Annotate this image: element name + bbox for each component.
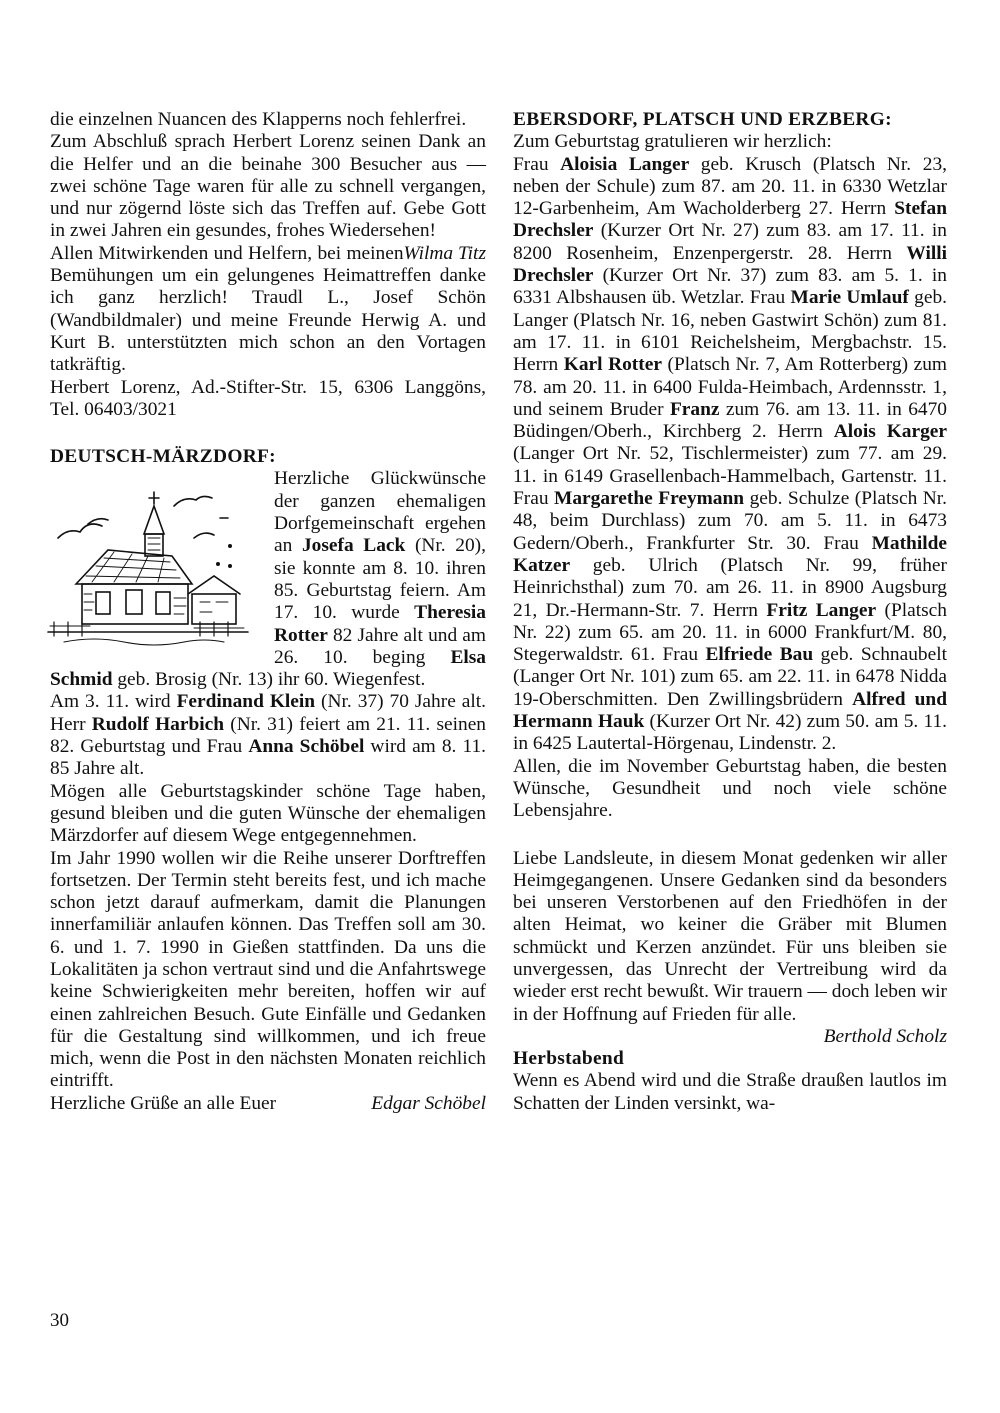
- page-number: 30: [50, 1310, 69, 1331]
- gluckwunsch-text-1: Herzliche Glückwünsche der ganzen ehemaligen Dorfgemeinschaft ergehen an: [274, 468, 486, 557]
- november-text-1: Am 3. 11. wird: [50, 691, 177, 713]
- name-theresia-rotter: Theresia Rotter: [274, 602, 486, 646]
- name-mathilde-katzer: Mathilde Katzer: [513, 532, 947, 576]
- list-text-05: geb. Langer (Platsch Nr. 16, neben Gastwirt Schön) zum 81. am 17. 11. in 6101 Reichelsheim, Mergbachstr. 15. Herrn: [513, 287, 947, 376]
- heading-ebersdorf-platsch-erzberg: EBERSDORF, PLATSCH UND ERZBERG:: [513, 109, 892, 130]
- name-fritz-langer: Fritz Langer: [766, 599, 877, 621]
- heading-herbstabend: Herbstabend: [513, 1048, 625, 1070]
- paragraph-geburtstagsliste: [513, 154, 947, 756]
- name-stefan-drechsler: Stefan Drechsler: [513, 198, 947, 242]
- paragraph-november-wuensche: Allen, die im November Geburtstag haben, die besten Wünsche, Gesundheit und noch viele schöne Lebensjahre.: [513, 755, 947, 822]
- name-elsa-schmid: Elsa Schmid: [50, 646, 486, 691]
- list-text-08: (Langer Ort Nr. 52, Tischlermeister) zum 77. am 29. 11. in 6149 Grasellenbach-Hammelbach, Gartenstr. 11. Frau: [513, 443, 947, 510]
- paragraph-abschluss: [50, 131, 486, 264]
- signature-wilma-titz: Wilma Titz: [403, 242, 486, 264]
- paragraph-geburtstage-november: [50, 691, 486, 780]
- right-column: [513, 109, 947, 1115]
- name-karl-rotter: Karl Rotter: [563, 354, 662, 376]
- paragraph-gruesse: [50, 1093, 486, 1115]
- gruesse-text: Herzliche Grüße an alle Euer: [50, 1092, 277, 1114]
- heading-deutsch-maerzdorf: DEUTSCH-MÄRZDORF:: [50, 446, 276, 468]
- november-text-3: (Nr. 31) feiert am 21. 11. seinen 82. Geburtstag und Frau: [50, 713, 486, 758]
- name-alois-karger: Alois Karger: [833, 421, 947, 443]
- paragraph-address-lorenz: Herbert Lorenz, Ad.-Stifter-Str. 15, 6306 Langgöns, Tel. 06403/3021: [50, 376, 486, 420]
- list-text-01: Frau: [513, 153, 561, 175]
- name-marie-umlauf: Marie Umlauf: [790, 287, 909, 309]
- paragraph-intro-geburtstag: Zum Geburtstag gratulieren wir herzlich:: [513, 131, 832, 153]
- paragraph-nuancen: die einzelnen Nuancen des Klapperns noch fehlerfrei.: [50, 109, 467, 130]
- paragraph-dorftreffen-1990: Im Jahr 1990 wollen wir die Reihe unserer Dorftreffen fortsetzen. Der Termin steht bereits fest, und ich mache schon jetzt darauf aufmerkam, damit die Planungen innerfamiliär anlaufen können. Das Treffen soll am 30. 6. und 1. 7. 1990 in Gießen stattfinden. Da uns die Lokalitäten ja schon vertraut sind und die Anfahrtswege keine Schwierigkeiten mehr bereiten, hoffen wir auf einen zahlreichen Besuch. Gute Einfälle und Gedanken für die Gestaltung sind willkommen, und ich freue mich, wenn die Post in den nächsten Monaten reichlich eintrifft.: [50, 847, 486, 1092]
- abschluss-text: Zum Abschluß sprach Herbert Lorenz seinen Dank an die Helfer und an die beinahe 300 Besucher aus — zwei schöne Tage waren für alle zu schnell vergangen, und nur zögernd löste sich das Treffen auf. Gebe Gott in zwei Jahren ein gesundes, frohes Wiedersehen!: [50, 131, 486, 242]
- gluckwunsch-text-4: geb. Brosig (Nr. 13) ihr 60. Wiegenfest.: [112, 669, 426, 691]
- list-text-03: (Kurzer Ort Nr. 27) zum 83. am 17. 11. in 8200 Rosenheim, Enzenpergerstr. 28. Herrn: [513, 220, 947, 264]
- signature-berthold-scholz: Berthold Scholz: [823, 1025, 947, 1047]
- list-text-07: zum 76. am 13. 11. in 6470 Büdingen/Oberh., Kirchberg 2. Herrn: [513, 398, 947, 443]
- list-text-11: (Platsch Nr. 22) zum 65. am 20. 11. in 6000 Frankfurt/M. 80, Stegerwaldstr. 61. Frau: [513, 599, 947, 666]
- paragraph-wuensche: Mögen alle Geburtstagskinder schöne Tage haben, gesund bleiben und die guten Wünsche der ehemaligen Märzdorfer auf diesem Wege entgegennehmen.: [50, 780, 486, 847]
- village-chapel-sketch-icon: [44, 472, 264, 648]
- name-ferdinand-klein: Ferdinand Klein: [176, 691, 316, 713]
- list-text-13: (Kurzer Ort Nr. 42) zum 50. am 5. 11. in 6425 Lautertal-Hörgenau, Lindenstr. 2.: [513, 711, 947, 755]
- gluckwunsch-text-2: (Nr. 20), sie konnte am 8. 10. ihren 85. Geburtstag feiern. Am 17. 10. wurde: [274, 535, 486, 624]
- list-text-04: (Kurzer Ort Nr. 37) zum 83. am 5. 1. in 6331 Albshausen üb. Wetzlar. Frau: [513, 265, 947, 309]
- paragraph-herbstabend: Wenn es Abend wird und die Straße draußen lautlos im Schatten der Linden versinkt, wa-: [513, 1070, 947, 1114]
- november-text-4: wird am 8. 11. 85 Jahre alt.: [50, 736, 487, 780]
- name-aloisia-langer: Aloisia Langer: [560, 153, 690, 175]
- name-elfriede-bau: Elfriede Bau: [705, 644, 814, 666]
- name-willi-drechsler: Willi Drechsler: [513, 242, 947, 287]
- gluckwunsch-text-3: 82 Jahre alt und am 26. 10. beging: [274, 624, 486, 668]
- signature-edgar-schoebel: Edgar Schöbel: [371, 1092, 486, 1114]
- paragraph-dank: Allen Mitwirkenden und Helfern, bei meinen Bemühungen um ein gelungenes Heimattreffen danke ich ganz herzlich! Traudl L., Josef Schön (Wandbildmaler) und meine Freunde Herwig A. und Kurt B. unterstützten mich schon an den Vortagen tatkräftig.: [50, 242, 486, 376]
- list-text-02: geb. Krusch (Platsch Nr. 23, neben der Schule) zum 87. am 20. 11. in 6330 Wetzlar 12-Garbenheim, Am Wacholderberg 27. Herrn: [513, 153, 947, 220]
- name-alfred-hermann-hauk: Alfred und Hermann Hauk: [513, 688, 947, 733]
- name-franz: Franz: [669, 398, 720, 420]
- name-anna-schoebel: Anna Schöbel: [248, 736, 365, 758]
- list-text-06: (Platsch Nr. 7, Am Rotterberg) zum 78. am 20. 11. in 6400 Fulda-Heimbach, Ardennsstr. 1, und seinem Bruder: [513, 354, 947, 420]
- name-rudolf-harbich: Rudolf Harbich: [91, 713, 225, 735]
- list-text-09: geb. Schulze (Platsch Nr. 48, beim Durchlass) zum 70. am 5. 11. in 6473 Gedern/Oberh., Frankfurter Str. 30. Frau: [513, 488, 947, 554]
- left-column: [50, 109, 486, 1115]
- list-text-12: geb. Schnaubelt (Langer Ort Nr. 101) zum 65. am 22. 11. in 6478 Nidda 19-Oberschmitten. Den Zwillingsbrüdern: [513, 644, 948, 710]
- november-text-2: (Nr. 37) 70 Jahre alt. Herr: [50, 691, 486, 735]
- list-text-10: geb. Ulrich (Platsch Nr. 99, früher Heinrichsthal) zum 70. am 26. 11. in 8900 Augsburg 21, Dr.-Hermann-Str. 7. Herrn: [513, 554, 947, 621]
- name-josefa-lack: Josefa Lack: [301, 535, 406, 557]
- name-margarethe-freymann: Margarethe Freymann: [554, 488, 745, 510]
- paragraph-gedenken: Liebe Landsleute, in diesem Monat gedenken wir aller Heimgegangenen. Unsere Gedanken sind da besonders bei unseren Verstorbenen auf den Friedhöfen in der alten Heimat, wo keiner die Gräber mit Blumen schmückt und Kerzen anzündet. Für uns bleiben sie unvergessen, das Unrecht der Vertreibung wird da wieder erst recht bewußt. Wir trauern — doch leben wir in der Hoffnung auf Frieden für alle.: [513, 847, 947, 1025]
